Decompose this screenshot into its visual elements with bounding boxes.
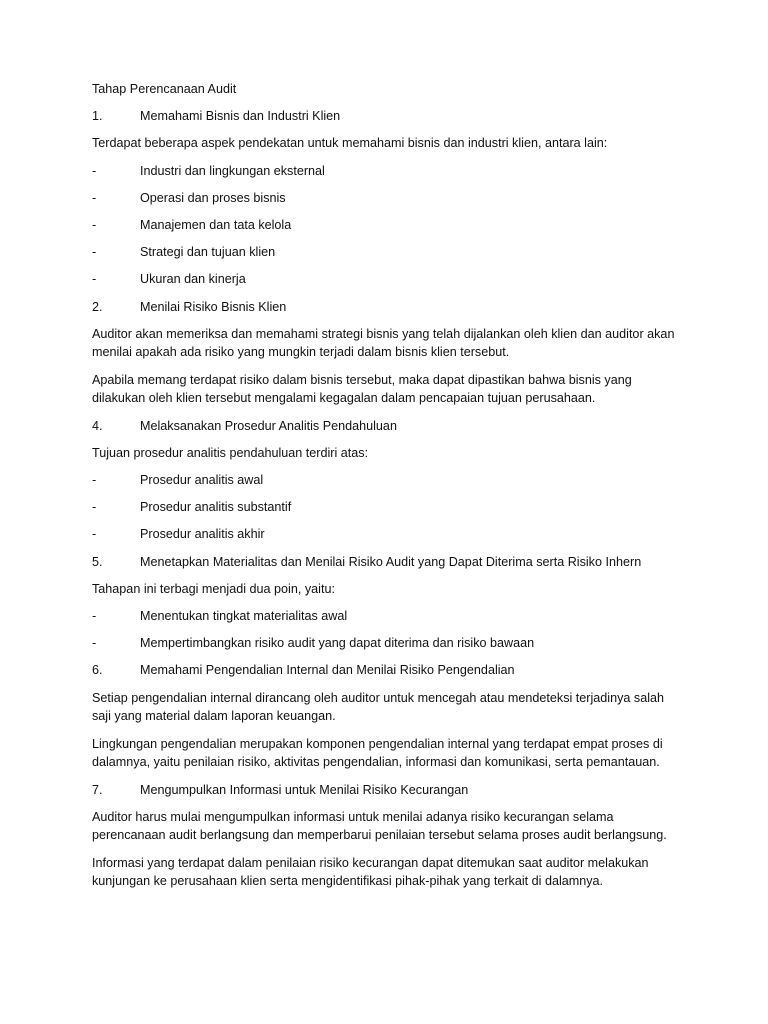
body-paragraph: Informasi yang terdapat dalam penilaian risiko kecurangan dapat ditemukan saat auditor melakukan kunjungan ke perusahaan klien serta mengidentifikasi pihak-pihak yang terkait di dalamnya.: [92, 855, 649, 888]
list-item-text: Mempertimbangkan risiko audit yang dapat diterima dan risiko bawaan: [140, 636, 535, 651]
section-heading-text: Menilai Risiko Bisnis Klien: [140, 299, 287, 314]
section-number: 4.: [92, 418, 103, 433]
section-heading-text: Memahami Pengendalian Internal dan Menilai Risiko Pengendalian: [140, 663, 515, 678]
section-heading-7: [92, 781, 682, 808]
list-item: [92, 162, 682, 189]
section-heading-4: [92, 417, 682, 444]
body-paragraph: Lingkungan pengendalian merupakan komponen pengendalian internal yang terdapat empat proses di dalamnya, yaitu penilaian risiko, aktivitas pengendalian, informasi dan komunikasi, serta pemantauan.: [92, 736, 663, 769]
body-paragraph: Setiap pengendalian internal dirancang oleh auditor untuk mencegah atau mendeteksi terjadinya salah saji yang material dalam laporan keuangan.: [92, 690, 665, 723]
intro-paragraph-4: Tujuan prosedur analitis pendahuluan terdiri atas:: [92, 445, 369, 460]
list-item: [92, 216, 682, 243]
list-item: [92, 607, 682, 634]
section-heading-text: Menetapkan Materialitas dan Menilai Risiko Audit yang Dapat Diterima serta Risiko Inhern: [140, 554, 642, 569]
list-item-text: Prosedur analitis substantif: [140, 500, 292, 515]
document-title: Tahap Perencanaan Audit: [92, 82, 237, 96]
section-heading-text: Mengumpulkan Informasi untuk Menilai Risiko Kecurangan: [140, 782, 469, 797]
list-item-text: Menentukan tingkat materialitas awal: [140, 609, 348, 623]
list-bullet: -: [92, 527, 97, 542]
list-item-text: Prosedur analitis awal: [140, 473, 264, 488]
section-number: 7.: [92, 782, 103, 797]
list-item: [92, 471, 682, 498]
list-bullet: -: [92, 217, 97, 232]
list-item: [92, 270, 682, 297]
list-bullet: -: [92, 500, 97, 515]
list-bullet: -: [92, 473, 97, 488]
body-paragraph: Auditor akan memeriksa dan memahami strategi bisnis yang telah dijalankan oleh klien dan auditor akan menilai apakah ada risiko yang mungkin terjadi dalam bisnis klien tersebut.: [92, 326, 675, 359]
list-item: [92, 189, 682, 216]
section-heading-text: Memahami Bisnis dan Industri Klien: [140, 109, 341, 124]
list-item-text: Prosedur analitis akhir: [140, 527, 265, 542]
list-bullet: -: [92, 190, 97, 205]
list-bullet: -: [92, 636, 97, 651]
list-item-text: Operasi dan proses bisnis: [140, 190, 286, 205]
list-bullet: -: [92, 609, 97, 623]
section-number: 6.: [92, 663, 103, 678]
body-paragraph: Auditor harus mulai mengumpulkan informasi untuk menilai adanya risiko kecurangan selama perencanaan audit berlangsung dan memperbarui penilaian tersebut selama proses audit berlangsung.: [92, 809, 667, 842]
list-item: [92, 634, 682, 661]
section-number: 2.: [92, 299, 103, 314]
list-bullet: -: [92, 163, 97, 178]
section-number: 1.: [92, 109, 103, 124]
list-item-text: Ukuran dan kinerja: [140, 272, 246, 287]
document-page: [92, 80, 682, 900]
list-item: [92, 525, 682, 552]
list-item: [92, 243, 682, 270]
intro-paragraph-1: Terdapat beberapa aspek pendekatan untuk memahami bisnis dan industri klien, antara lain:: [92, 136, 608, 151]
section-heading-2: [92, 298, 682, 325]
section-heading-5: [92, 553, 682, 580]
section-heading-1: [92, 107, 682, 134]
body-paragraph: Apabila memang terdapat risiko dalam bisnis tersebut, maka dapat dipastikan bahwa bisnis yang dilakukan oleh klien tersebut mengalami kegagalan dalam pencapaian tujuan perusahaan.: [92, 372, 632, 405]
list-item: [92, 498, 682, 525]
list-item-text: Strategi dan tujuan klien: [140, 245, 276, 260]
list-bullet: -: [92, 272, 97, 287]
list-bullet: -: [92, 245, 97, 260]
intro-paragraph-5: Tahapan ini terbagi menjadi dua poin, yaitu:: [92, 581, 335, 596]
section-heading-text: Melaksanakan Prosedur Analitis Pendahuluan: [140, 418, 397, 433]
list-item-text: Manajemen dan tata kelola: [140, 217, 292, 232]
section-number: 5.: [92, 554, 103, 569]
section-heading-6: [92, 661, 682, 688]
list-item-text: Industri dan lingkungan eksternal: [140, 163, 325, 178]
